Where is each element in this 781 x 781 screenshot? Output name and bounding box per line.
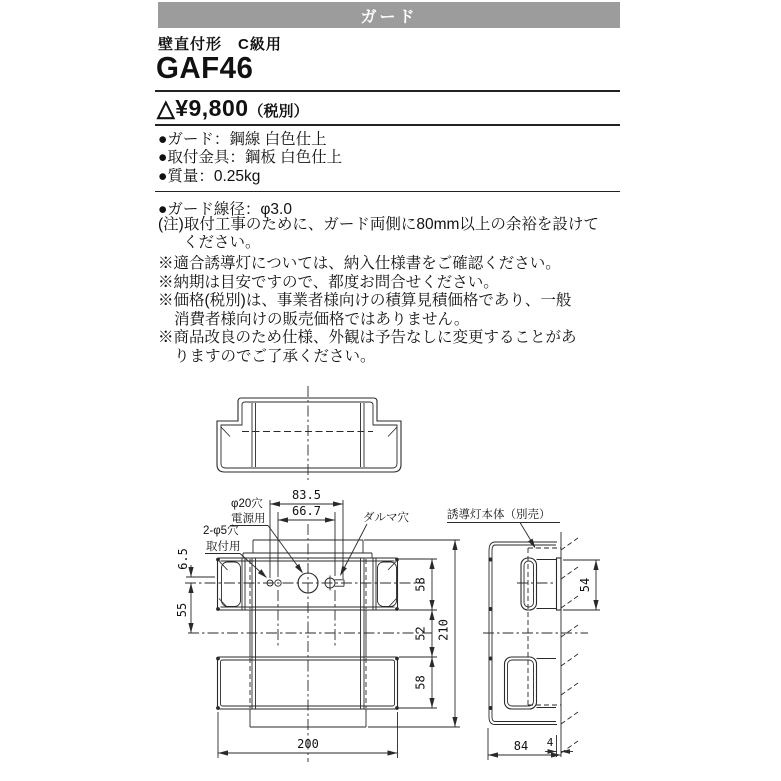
spec-list [158, 131, 342, 186]
price-line [157, 95, 309, 122]
spec-item-guard: ●ガード：鋼線 白色仕上 [158, 131, 327, 148]
dim-58-top: 58 [413, 577, 428, 592]
dim-200: 200 [297, 737, 319, 751]
mount-holes-use-label: 取付用 [206, 541, 241, 553]
remark-delivery: ※納期は目安ですので、都度お問合せください。 [158, 273, 499, 291]
model-number: GAF46 [156, 50, 254, 85]
price-value: △¥9,800 [157, 95, 249, 121]
mount-holes-label: 2-φ5穴 [203, 525, 239, 537]
front-view [175, 488, 460, 762]
wire-diameter-line: ●ガード線径：φ3.0 [158, 201, 292, 218]
remark-spec-change: ※商品改良のため仕様、外観は予告なしに変更することがありますのでご了承ください。 [158, 329, 577, 365]
remark-compatibility: ※適合誘導灯については、納入仕様書をご確認ください。 [158, 255, 561, 272]
fixture-body-label: 誘導灯本体（別売） [447, 509, 551, 521]
category-header-bar [158, 2, 620, 28]
spec-item-bracket: ●取付金具：鋼板 白色仕上 [158, 149, 343, 167]
top-view-inner-outline [221, 402, 397, 468]
dim-58-bottom: 58 [413, 675, 428, 690]
power-hole-use-label: 電源用 [231, 513, 266, 525]
side-view [447, 507, 600, 760]
remark-pricing: ※価格(税別)は、事業者様向けの積算見積価格であり、一般消費者様向けの販売価格ではありません。 [158, 292, 572, 328]
dim-210: 210 [436, 619, 451, 641]
dim-6-5: 6.5 [176, 548, 190, 570]
dim-4: 4 [546, 736, 554, 749]
dim-83-5: 83.5 [292, 488, 321, 502]
power-hole-label: φ20穴 [231, 498, 263, 510]
remarks-block [158, 255, 586, 367]
divider [155, 124, 620, 126]
top-view [217, 386, 401, 480]
divider [155, 191, 620, 192]
dim-54: 54 [578, 577, 592, 593]
category-label: ガード [360, 8, 418, 26]
daruma-hole-label: ダルマ穴 [363, 512, 409, 524]
price-tax-note: （税別） [248, 103, 309, 120]
dim-66-7: 66.7 [292, 504, 321, 518]
product-type-label: 壁直付形 C級用 [158, 36, 282, 53]
dim-52: 52 [413, 626, 428, 641]
dim-84: 84 [513, 739, 529, 753]
spec-item-weight: ●質量：0.25kg [158, 167, 261, 185]
installation-note: (注)取付工事のために、ガード両側に80mm以上の余裕を設けてください。 [158, 216, 599, 251]
mount-plate [557, 558, 562, 610]
wall-hatching [561, 538, 578, 753]
technical-drawing [150, 378, 650, 781]
divider [155, 90, 620, 92]
dim-55: 55 [175, 602, 189, 618]
